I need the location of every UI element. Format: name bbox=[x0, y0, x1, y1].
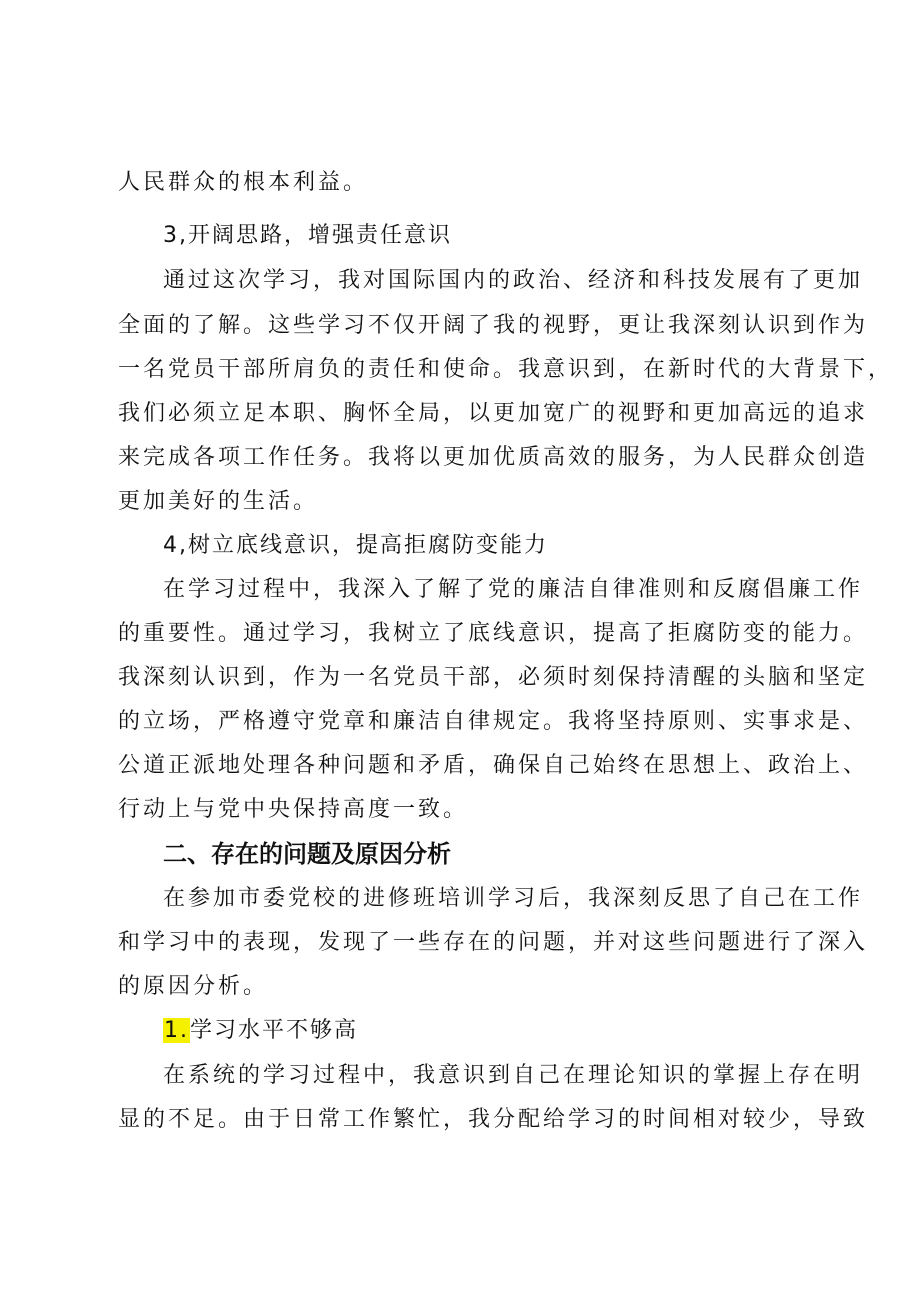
paragraph-line: 公道正派地处理各种问题和矛盾，确保自己始终在思想上、政治上、 bbox=[118, 753, 869, 778]
paragraph-line: 人民群众的根本利益。 bbox=[118, 170, 369, 195]
section-3-heading: 3,开阔思路，增强责任意识 bbox=[163, 223, 452, 248]
paragraph-line: 通过这次学习，我对国际国内的政治、经济和科技发展有了更加 bbox=[163, 268, 864, 293]
paragraph-line: 行动上与党中央保持高度一致。 bbox=[118, 797, 469, 822]
paragraph-line: 的原因分析。 bbox=[118, 974, 269, 999]
paragraph-line: 来完成各项工作任务。我将以更加优质高效的服务，为人民群众创造 bbox=[118, 445, 869, 470]
paragraph-line: 的重要性。通过学习，我树立了底线意识，提高了拒腐防变的能力。 bbox=[118, 621, 869, 646]
section-4-heading: 4,树立底线意识，提高拒腐防变能力 bbox=[163, 533, 548, 558]
paragraph-line: 在参加市委党校的进修班培训学习后，我深刻反思了自己在工作 bbox=[163, 886, 864, 911]
section-heading-problems: 二、存在的问题及原因分析 bbox=[163, 840, 451, 868]
paragraph-line: 的立场，严格遵守党章和廉洁自律规定。我将坚持原则、实事求是、 bbox=[118, 709, 869, 734]
paragraph-line: 全面的了解。这些学习不仅开阔了我的视野，更让我深刻认识到作为 bbox=[118, 313, 869, 338]
item-1-heading bbox=[163, 1016, 358, 1046]
paragraph-line: 我深刻认识到，作为一名党员干部，必须时刻保持清醒的头脑和坚定 bbox=[118, 665, 869, 690]
paragraph-line: 我们必须立足本职、胸怀全局，以更加宽广的视野和更加高远的追求 bbox=[118, 401, 869, 426]
paragraph-line: 在系统的学习过程中，我意识到自己在理论知识的掌握上存在明 bbox=[163, 1063, 864, 1088]
paragraph-line: 一名党员干部所肩负的责任和使命。我意识到，在新时代的大背景下， bbox=[118, 357, 894, 382]
paragraph-line: 在学习过程中，我深入了解了党的廉洁自律准则和反腐倡廉工作 bbox=[163, 577, 864, 602]
item-1-title: 学习水平不够高 bbox=[190, 1018, 359, 1043]
paragraph-line: 显的不足。由于日常工作繁忙，我分配给学习的时间相对较少，导致 bbox=[118, 1107, 869, 1132]
highlighted-number: 1. bbox=[164, 1018, 189, 1043]
paragraph-line: 和学习中的表现，发现了一些存在的问题，并对这些问题进行了深入 bbox=[118, 930, 869, 955]
paragraph-line: 更加美好的生活。 bbox=[118, 489, 319, 514]
